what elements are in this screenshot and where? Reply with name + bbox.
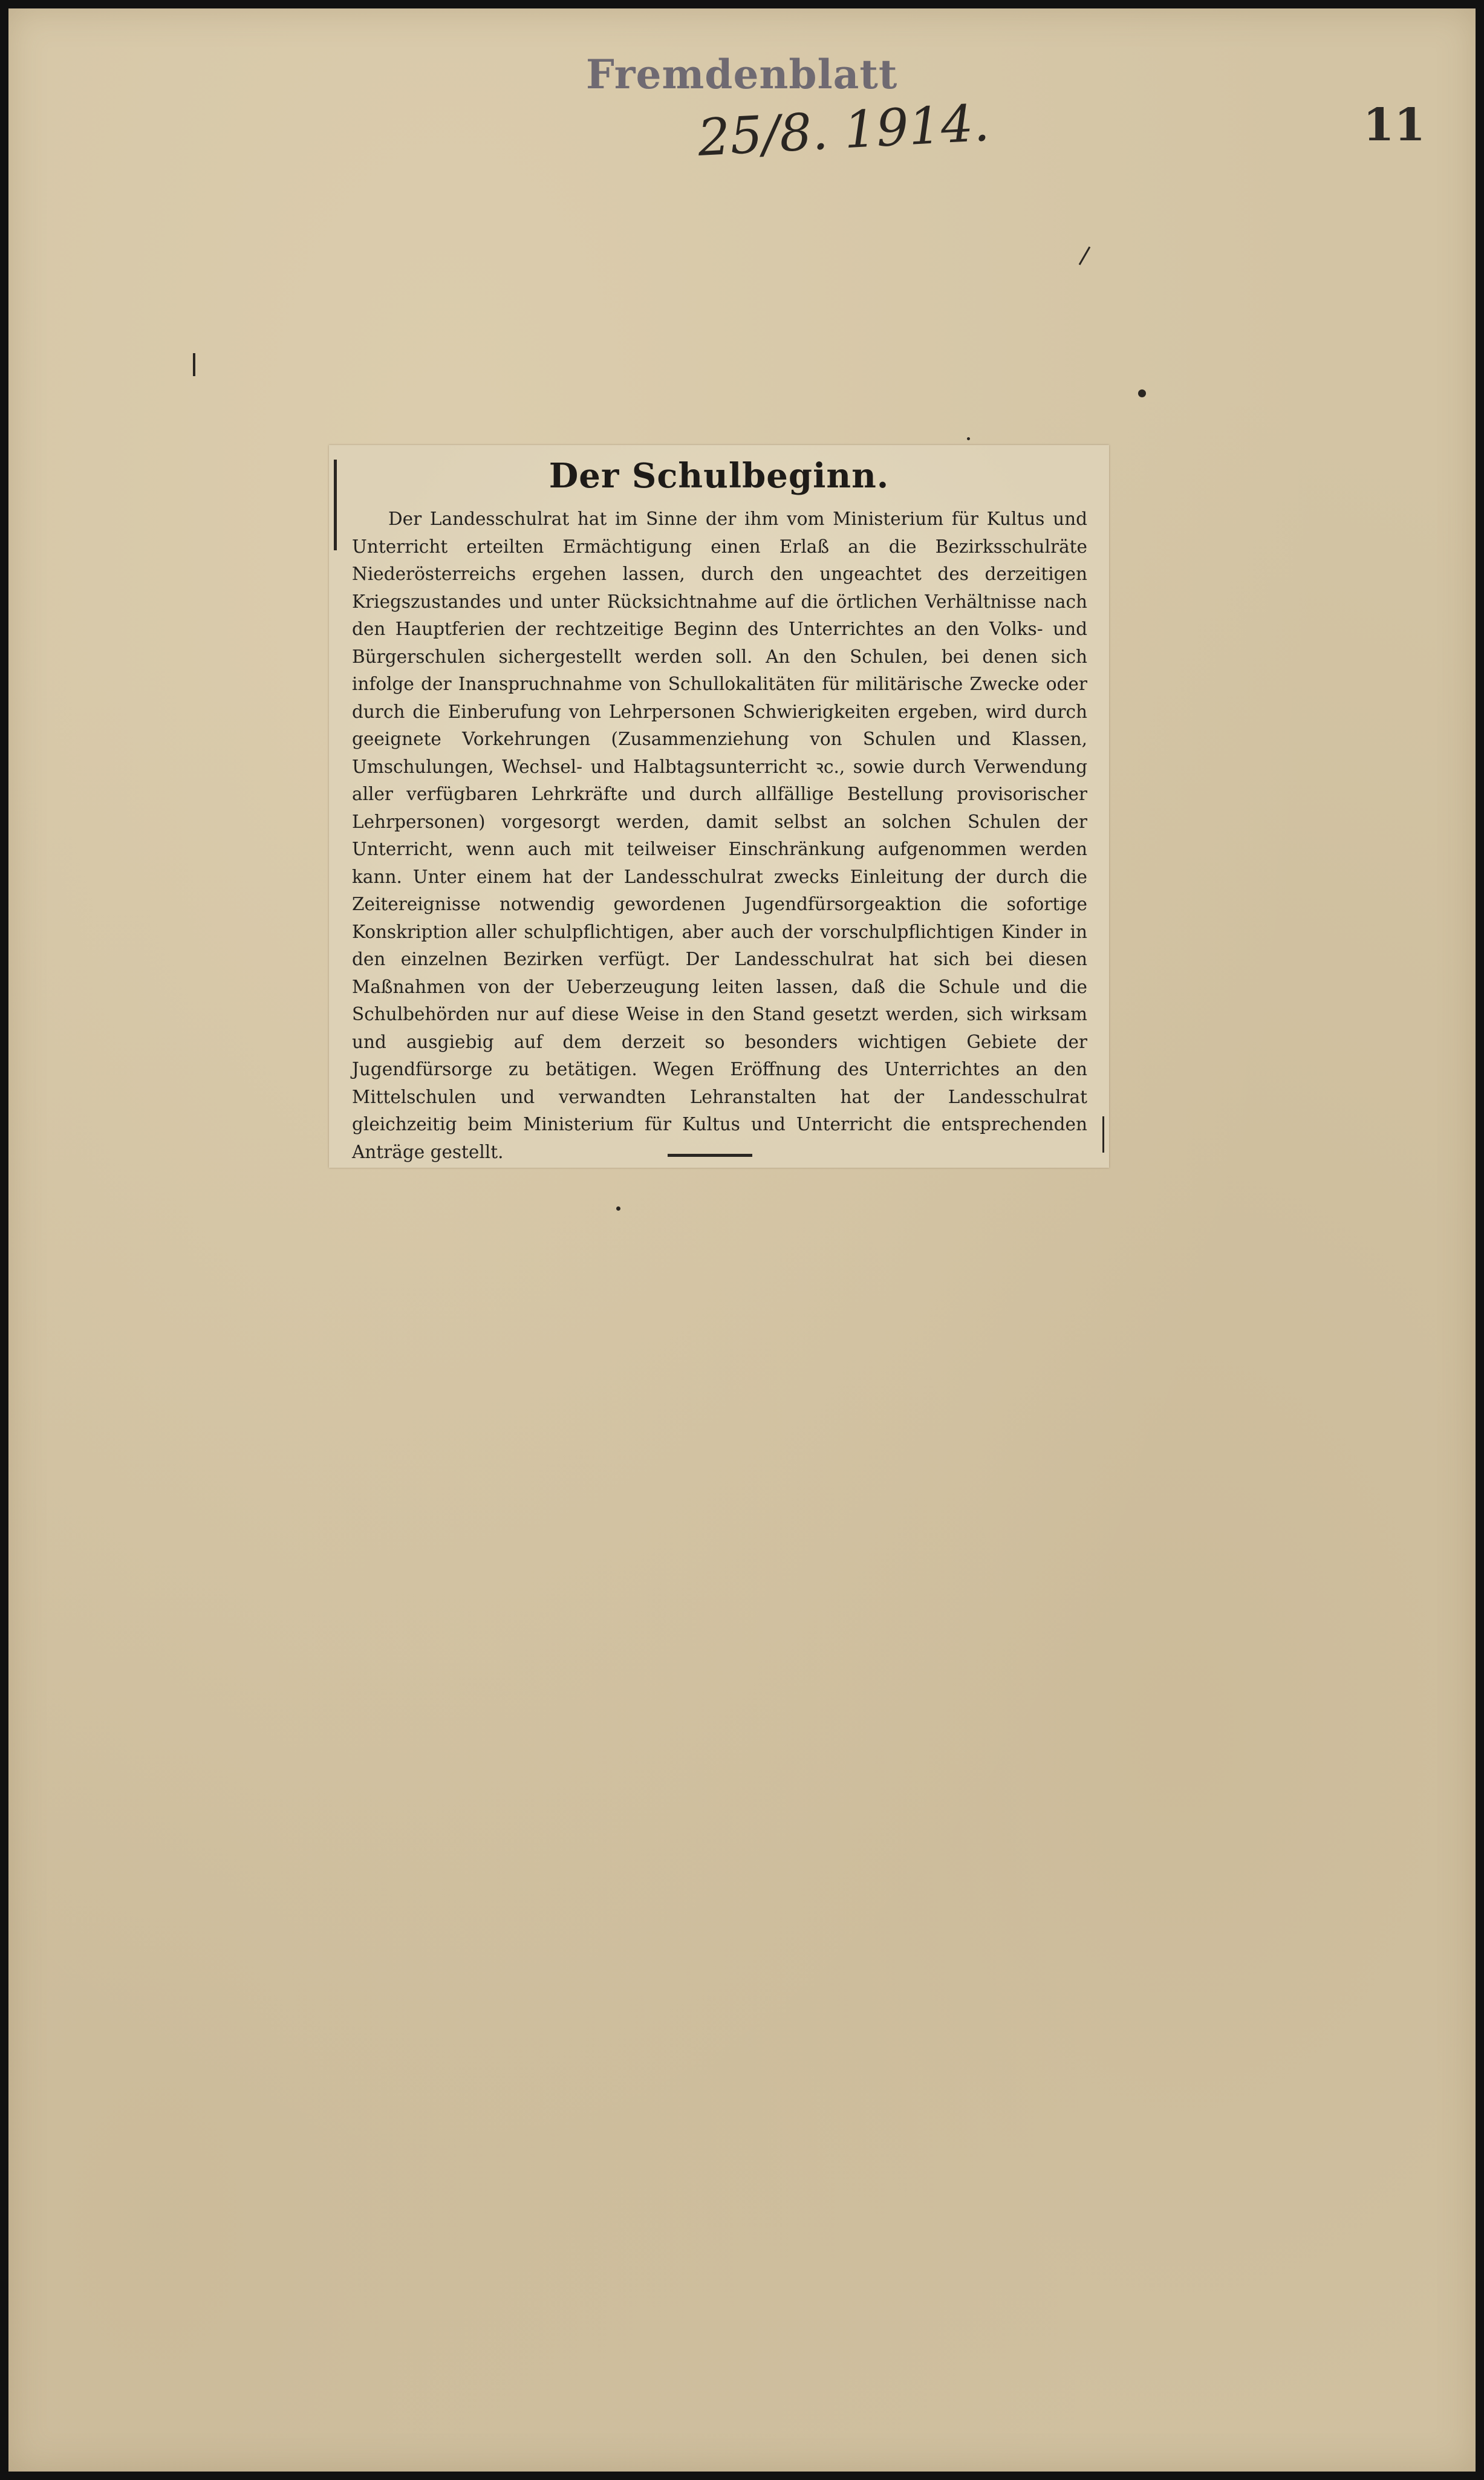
- article-title: Der Schulbeginn.: [548, 456, 890, 496]
- clipping-end-rule: [668, 1154, 752, 1157]
- paper-mark: [193, 353, 195, 376]
- archive-sheet: [8, 8, 1476, 2472]
- paper-mark: [967, 437, 970, 440]
- clipping-rule: [1102, 1116, 1104, 1153]
- handwritten-date: 25/8. 1914.: [696, 93, 991, 168]
- newspaper-stamp: Fremdenblatt: [586, 51, 898, 98]
- article-body: Der Landesschulrat hat im Sinne der ihm vom Ministerium für Kultus und Unterricht erteilten Ermächtigung einen Erlaß an die Bezirksschulräte Niederösterreichs ergehen lassen, durch den ungeachtet des derzeitigen Kriegszustandes und unter Rücksichtnahme auf die örtlichen Verhältnisse nach den Hauptferien der rechtzeitige Beginn des Unterrichtes an den Volks- und Bürgerschulen sichergestellt werden soll. An den Schulen, bei denen sich infolge der Inanspruchnahme von Schullokalitäten für militärische Zwecke oder durch die Einberufung von Lehrpersonen Schwierigkeiten ergeben, wird durch geeignete Vorkehrungen (Zusammenziehung von Schulen und Klassen, Umschulungen, Wechsel- und Halbtagsunterricht ꝛc., sowie durch Verwendung aller verfügbaren Lehrkräfte und durch allfällige Bestellung provisorischer Lehrpersonen) vorgesorgt werden, damit selbst an solchen Schulen der Unterricht, wenn auch mit teilweiser Einschränkung aufgenommen werden kann. Unter einem hat der Landesschulrat zwecks Einleitung der durch die Zeitereignisse notwendig gewordenen Jugendfürsorgeaktion die sofortige Konskription aller schulpflichtigen, aber auch der vorschulpflichtigen Kinder in den einzelnen Bezirken verfügt. Der Landesschulrat hat sich bei diesen Maßnahmen von der Ueberzeugung leiten lassen, daß die Schule und die Schulbehörden nur auf diese Weise in den Stand gesetzt werden, sich wirksam und ausgiebig auf dem derzeit so besonders wichtigen Gebiete der Jugendfürsorge zu betätigen. Wegen Eröffnung des Unterrichtes an den Mittelschulen und verwandten Lehranstalten hat der Landesschulrat gleichzeitig beim Ministerium für Kultus und Unterricht die entsprechenden Anträge gestellt.: [352, 509, 1087, 1162]
- paper-mark: [1079, 247, 1091, 265]
- page-number: 11: [1363, 99, 1425, 151]
- paper-mark: [616, 1206, 620, 1211]
- newspaper-clipping: [329, 445, 1109, 1168]
- paper-mark: [1138, 389, 1146, 397]
